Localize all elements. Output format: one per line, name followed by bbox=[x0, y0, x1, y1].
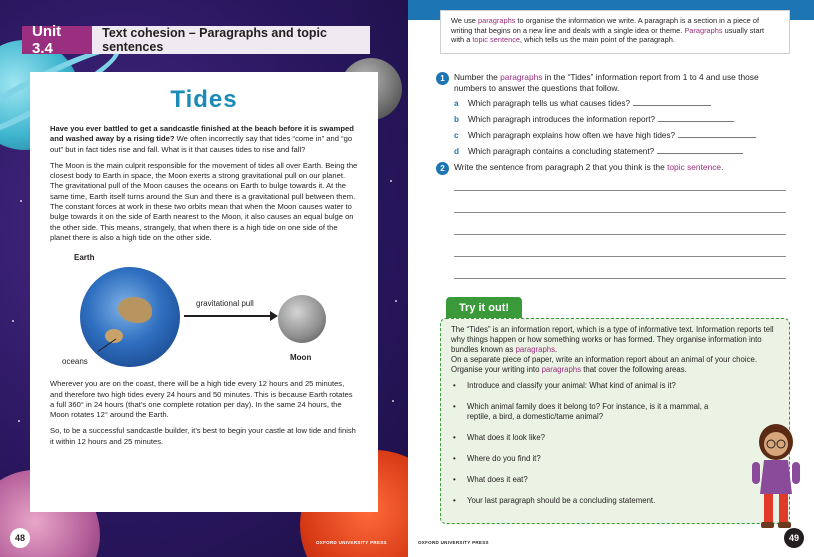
star bbox=[390, 180, 392, 182]
writing-line[interactable] bbox=[454, 234, 786, 235]
earth-moon-diagram bbox=[50, 249, 358, 371]
intro-question: Have you ever battled to get a sandcastle finished at the beach before it is swamped and washed away by a rising tide? bbox=[50, 124, 354, 144]
question-2 bbox=[436, 162, 786, 173]
earth-icon bbox=[80, 267, 180, 367]
paragraph-1 bbox=[50, 124, 358, 155]
girl-illustration bbox=[746, 420, 806, 530]
definition-text: usually start with a bbox=[451, 25, 765, 45]
bullet-list bbox=[451, 381, 779, 506]
publisher-left: OXFORD UNIVERSITY PRESS bbox=[316, 540, 387, 545]
definition-box bbox=[440, 10, 790, 54]
unit-title: Text cohesion – Paragraphs and topic sentences bbox=[102, 26, 327, 54]
definition-text: to organise the information we write. A paragraph is a section in a piece of writing that begins on a new line and deals with a single idea or theme. bbox=[451, 16, 759, 35]
try-it-out-tab: Try it out! bbox=[446, 297, 522, 319]
intro-rest: We often incorrectly say that tides “come in” and “go out” but in fact tides rise and fall. What is it that causes tides to rise and fall? bbox=[50, 134, 353, 154]
bullet-item: • What does it eat? bbox=[451, 475, 721, 485]
question-1d bbox=[454, 146, 743, 156]
keyword: topic sentence bbox=[472, 35, 521, 45]
try-it-out-box bbox=[440, 318, 790, 524]
question-1b bbox=[454, 114, 734, 124]
tides-report bbox=[30, 72, 378, 512]
keyword: paragraphs bbox=[515, 345, 556, 354]
keyword: topic sentence bbox=[667, 162, 722, 172]
paragraph-3: Wherever you are on the coast, there will be a high tide every 12 hours and 25 minutes, and therefore two high tides every 24 hours and 50 minutes. This is because Earth rotates a full 360° in 24 hours (that’s one complete rotation per day). In the same 24 hours, the Moon rotates 12° around the Earth. bbox=[50, 379, 353, 420]
sub-question-text: Which paragraph explains how often we have high tides? bbox=[468, 131, 676, 140]
paragraph-4: So, to be a successful sandcastle builder, it’s best to begin your castle at low tide and finish it within 12 hours and 25 minutes. bbox=[50, 426, 356, 446]
writing-line[interactable] bbox=[454, 190, 786, 191]
star bbox=[12, 320, 14, 322]
publisher-right: OXFORD UNIVERSITY PRESS bbox=[418, 540, 489, 545]
arrow-line bbox=[184, 315, 272, 317]
page-number-left: 48 bbox=[10, 528, 30, 548]
earth-label: Earth bbox=[74, 253, 95, 263]
moon-icon bbox=[278, 295, 326, 343]
answer-blank[interactable] bbox=[658, 114, 734, 122]
unit-header bbox=[22, 23, 370, 57]
bullet-item: • Where do you find it? bbox=[451, 454, 721, 464]
continent-shape bbox=[105, 329, 123, 343]
question-number: 1 bbox=[436, 72, 449, 85]
try-paragraph-3: Organise your writing into paragraphs that cover the following areas. bbox=[451, 365, 687, 374]
bullet-item: • Which animal family does it belong to? For instance, is it a mammal, a reptile, a bird, a domestic/tame animal? bbox=[451, 402, 721, 422]
question-1c bbox=[454, 130, 756, 140]
keyword: paragraphs bbox=[541, 365, 582, 374]
oceans-label: oceans bbox=[62, 357, 88, 367]
report-title: Tides bbox=[170, 86, 238, 113]
gravitational-pull-label: gravitational pull bbox=[196, 299, 254, 309]
question-text: Number the paragraphs in the “Tides” information report from 1 to 4 and use those numbers to answer the questions that follow. bbox=[454, 72, 759, 93]
bullet-item: • Introduce and classify your animal: What kind of animal is it? bbox=[451, 381, 721, 391]
writing-line[interactable] bbox=[454, 256, 786, 257]
star bbox=[18, 420, 20, 422]
writing-line[interactable] bbox=[454, 212, 786, 213]
writing-line[interactable] bbox=[454, 278, 786, 279]
right-page bbox=[408, 0, 814, 557]
bullet-item: • What does it look like? bbox=[451, 433, 721, 443]
try-paragraph-2: On a separate piece of paper, write an information report about an animal of your choice. bbox=[451, 355, 757, 364]
star bbox=[395, 300, 397, 302]
sub-question-text: Which paragraph contains a concluding statement? bbox=[468, 147, 655, 156]
answer-blank[interactable] bbox=[657, 146, 743, 154]
question-1a bbox=[454, 98, 711, 108]
definition-text: We use bbox=[451, 16, 478, 25]
question-text: Write the sentence from paragraph 2 that you think is the topic sentence. bbox=[454, 162, 724, 172]
keyword: paragraphs bbox=[477, 16, 516, 25]
question-number: 2 bbox=[436, 162, 449, 175]
paragraph-2: The Moon is the main culprit responsible for the movement of tides all over Earth. Being the closest body to Earth in space, the Moon exerts a strong gravitational pull on our planet. The gravitational pull of the Moon causes the oceans on Earth to bulge towards it. At the same time, Earth itself turns around the Sun and there is a gravitational pull between them. The constant forces at work in these two orbits mean that when the Moon causes water to bulge towards it on the side of Earth nearest to the Moon, it also causes an equal bulge on the other side. This means, strangely, that when there is a high tide on one side of the planet there is also a high tide on the other side. bbox=[50, 160, 358, 242]
keyword: Paragraphs bbox=[684, 25, 723, 35]
page-number-right: 49 bbox=[784, 528, 804, 548]
moon-label: Moon bbox=[290, 353, 312, 363]
sub-letter: b bbox=[454, 115, 460, 124]
keyword: paragraphs bbox=[500, 72, 543, 82]
star bbox=[20, 200, 22, 202]
continent-shape bbox=[118, 297, 152, 323]
arrow-right-icon bbox=[270, 311, 278, 321]
bullet-item: • Your last paragraph should be a concluding statement. bbox=[451, 496, 721, 506]
sub-letter: a bbox=[454, 99, 459, 108]
try-paragraph-1: The “Tides” is an information report, which is a type of informative text. Information reports tell why things happen or how something works or has formed. They organise information into bundles known as paragraphs. bbox=[451, 325, 774, 354]
sub-question-text: Which paragraph introduces the information report? bbox=[468, 115, 656, 124]
star bbox=[392, 400, 394, 402]
answer-blank[interactable] bbox=[633, 98, 711, 106]
question-1 bbox=[436, 72, 786, 94]
definition-text: , which tells us the main point of the paragraph. bbox=[520, 35, 675, 45]
sub-letter: d bbox=[454, 147, 460, 156]
unit-label: Unit 3.4 bbox=[22, 26, 92, 54]
answer-blank[interactable] bbox=[678, 130, 756, 138]
sub-letter: c bbox=[454, 131, 459, 140]
sub-question-text: Which paragraph tells us what causes tides? bbox=[468, 99, 631, 108]
